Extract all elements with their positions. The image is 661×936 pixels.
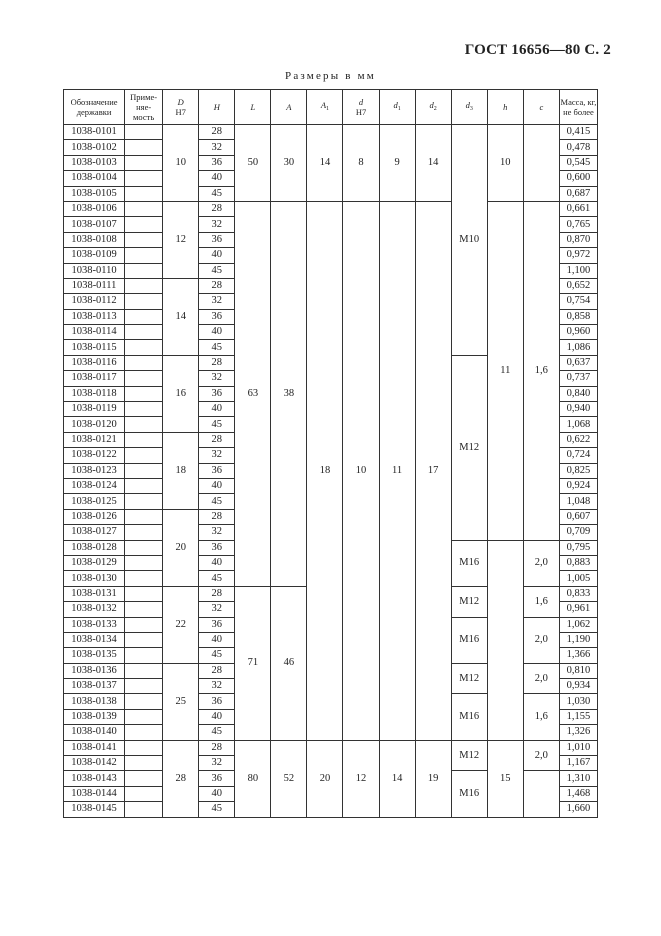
H-cell: 45 bbox=[199, 571, 235, 586]
designation-cell: 1038-0126 bbox=[64, 509, 125, 524]
designation-cell: 1038-0107 bbox=[64, 217, 125, 232]
mass-cell: 1,366 bbox=[559, 648, 597, 663]
d3-cell: M12 bbox=[451, 663, 487, 694]
designation-cell: 1038-0104 bbox=[64, 171, 125, 186]
mass-cell: 0,765 bbox=[559, 217, 597, 232]
application-cell bbox=[125, 494, 163, 509]
application-cell bbox=[125, 586, 163, 601]
mass-cell: 0,687 bbox=[559, 186, 597, 201]
designation-cell: 1038-0129 bbox=[64, 555, 125, 570]
application-cell bbox=[125, 756, 163, 771]
L-cell: 50 bbox=[235, 125, 271, 202]
A-cell: 38 bbox=[271, 201, 307, 586]
H-cell: 36 bbox=[199, 463, 235, 478]
designation-cell: 1038-0113 bbox=[64, 309, 125, 324]
h-cell bbox=[487, 540, 523, 740]
table-row bbox=[64, 201, 598, 216]
application-cell bbox=[125, 771, 163, 786]
designation-cell: 1038-0111 bbox=[64, 278, 125, 293]
H-cell: 28 bbox=[199, 740, 235, 755]
mass-cell: 1,167 bbox=[559, 756, 597, 771]
page-header: ГОСТ 16656—80 С. 2 bbox=[464, 42, 611, 58]
mass-cell: 0,622 bbox=[559, 432, 597, 447]
designation-cell: 1038-0102 bbox=[64, 140, 125, 155]
A1-cell: 18 bbox=[307, 201, 343, 740]
mass-cell: 1,005 bbox=[559, 571, 597, 586]
d1-cell: 14 bbox=[379, 740, 415, 817]
mass-cell: 1,062 bbox=[559, 617, 597, 632]
H-cell: 28 bbox=[199, 509, 235, 524]
application-cell bbox=[125, 509, 163, 524]
H-cell: 32 bbox=[199, 525, 235, 540]
d2-cell: 14 bbox=[415, 125, 451, 202]
application-cell bbox=[125, 786, 163, 801]
mass-cell: 1,086 bbox=[559, 340, 597, 355]
c-cell bbox=[523, 771, 559, 817]
H-cell: 40 bbox=[199, 632, 235, 647]
H-cell: 32 bbox=[199, 371, 235, 386]
designation-cell: 1038-0122 bbox=[64, 448, 125, 463]
D-cell: 16 bbox=[163, 355, 199, 432]
application-cell bbox=[125, 294, 163, 309]
application-cell bbox=[125, 386, 163, 401]
application-cell bbox=[125, 463, 163, 478]
designation-cell: 1038-0132 bbox=[64, 602, 125, 617]
D-cell: 25 bbox=[163, 663, 199, 740]
mass-cell: 0,652 bbox=[559, 278, 597, 293]
designation-cell: 1038-0118 bbox=[64, 386, 125, 401]
mass-cell: 0,940 bbox=[559, 402, 597, 417]
H-cell: 45 bbox=[199, 263, 235, 278]
mass-cell: 0,754 bbox=[559, 294, 597, 309]
mass-cell: 0,478 bbox=[559, 140, 597, 155]
application-cell bbox=[125, 448, 163, 463]
H-cell: 28 bbox=[199, 278, 235, 293]
d3-cell: M12 bbox=[451, 355, 487, 540]
H-cell: 40 bbox=[199, 325, 235, 340]
designation-cell: 1038-0142 bbox=[64, 756, 125, 771]
A-cell: 46 bbox=[271, 586, 307, 740]
c-cell: 1,6 bbox=[523, 694, 559, 740]
col-H: H bbox=[199, 90, 235, 125]
mass-cell: 0,924 bbox=[559, 478, 597, 493]
application-cell bbox=[125, 571, 163, 586]
H-cell: 28 bbox=[199, 355, 235, 370]
c-cell: 2,0 bbox=[523, 740, 559, 771]
application-cell bbox=[125, 663, 163, 678]
H-cell: 28 bbox=[199, 663, 235, 678]
designation-cell: 1038-0119 bbox=[64, 402, 125, 417]
mass-cell: 0,724 bbox=[559, 448, 597, 463]
application-cell bbox=[125, 355, 163, 370]
application-cell bbox=[125, 340, 163, 355]
mass-cell: 0,870 bbox=[559, 232, 597, 247]
designation-cell: 1038-0128 bbox=[64, 540, 125, 555]
h-cell: 10 bbox=[487, 125, 523, 202]
col-L: L bbox=[235, 90, 271, 125]
d2-cell: 17 bbox=[415, 201, 451, 740]
H-cell: 45 bbox=[199, 648, 235, 663]
col-A1: $A_1$ bbox=[307, 90, 343, 125]
H-cell: 40 bbox=[199, 248, 235, 263]
application-cell bbox=[125, 478, 163, 493]
mass-cell: 0,961 bbox=[559, 602, 597, 617]
H-cell: 45 bbox=[199, 186, 235, 201]
H-cell: 32 bbox=[199, 756, 235, 771]
c-cell: 1,6 bbox=[523, 201, 559, 540]
mass-cell: 0,737 bbox=[559, 371, 597, 386]
d3-cell: M12 bbox=[451, 740, 487, 771]
D-cell: 12 bbox=[163, 201, 199, 278]
application-cell bbox=[125, 402, 163, 417]
col-application: Приме- няе- мость bbox=[125, 90, 163, 125]
application-cell bbox=[125, 309, 163, 324]
mass-cell: 0,840 bbox=[559, 386, 597, 401]
table-caption: Размеры в мм bbox=[285, 70, 376, 82]
col-designation: Обозначение державки bbox=[64, 90, 125, 125]
designation-cell: 1038-0141 bbox=[64, 740, 125, 755]
H-cell: 32 bbox=[199, 679, 235, 694]
mass-cell: 1,068 bbox=[559, 417, 597, 432]
H-cell: 36 bbox=[199, 540, 235, 555]
application-cell bbox=[125, 725, 163, 740]
application-cell bbox=[125, 417, 163, 432]
H-cell: 32 bbox=[199, 602, 235, 617]
h-cell: 15 bbox=[487, 740, 523, 817]
designation-cell: 1038-0140 bbox=[64, 725, 125, 740]
application-cell bbox=[125, 325, 163, 340]
H-cell: 36 bbox=[199, 155, 235, 170]
designation-cell: 1038-0143 bbox=[64, 771, 125, 786]
d3-cell: M16 bbox=[451, 771, 487, 817]
mass-cell: 1,100 bbox=[559, 263, 597, 278]
designation-cell: 1038-0138 bbox=[64, 694, 125, 709]
col-mass: Масса, кг, не более bbox=[559, 90, 597, 125]
designation-cell: 1038-0112 bbox=[64, 294, 125, 309]
mass-cell: 1,310 bbox=[559, 771, 597, 786]
designation-cell: 1038-0139 bbox=[64, 709, 125, 724]
col-c: c bbox=[523, 90, 559, 125]
mass-cell: 0,709 bbox=[559, 525, 597, 540]
mass-cell: 0,810 bbox=[559, 663, 597, 678]
H-cell: 28 bbox=[199, 432, 235, 447]
H-cell: 32 bbox=[199, 140, 235, 155]
H-cell: 36 bbox=[199, 386, 235, 401]
application-cell bbox=[125, 371, 163, 386]
mass-cell: 0,607 bbox=[559, 509, 597, 524]
D-cell: 14 bbox=[163, 278, 199, 355]
c-cell bbox=[523, 125, 559, 202]
designation-cell: 1038-0144 bbox=[64, 786, 125, 801]
designation-cell: 1038-0145 bbox=[64, 802, 125, 817]
application-cell bbox=[125, 632, 163, 647]
application-cell bbox=[125, 648, 163, 663]
designation-cell: 1038-0103 bbox=[64, 155, 125, 170]
A1-cell: 20 bbox=[307, 740, 343, 817]
designation-cell: 1038-0110 bbox=[64, 263, 125, 278]
A1-cell: 14 bbox=[307, 125, 343, 202]
c-cell: 2,0 bbox=[523, 540, 559, 586]
designation-cell: 1038-0124 bbox=[64, 478, 125, 493]
d1-cell: 11 bbox=[379, 201, 415, 740]
designation-cell: 1038-0115 bbox=[64, 340, 125, 355]
designation-cell: 1038-0109 bbox=[64, 248, 125, 263]
col-d: d Н7 bbox=[343, 90, 379, 125]
h-cell: 11 bbox=[487, 201, 523, 540]
application-cell bbox=[125, 555, 163, 570]
designation-cell: 1038-0117 bbox=[64, 371, 125, 386]
H-cell: 36 bbox=[199, 771, 235, 786]
H-cell: 45 bbox=[199, 340, 235, 355]
mass-cell: 0,415 bbox=[559, 125, 597, 140]
H-cell: 45 bbox=[199, 725, 235, 740]
mass-cell: 1,468 bbox=[559, 786, 597, 801]
designation-cell: 1038-0121 bbox=[64, 432, 125, 447]
application-cell bbox=[125, 186, 163, 201]
application-cell bbox=[125, 617, 163, 632]
designation-cell: 1038-0127 bbox=[64, 525, 125, 540]
designation-cell: 1038-0137 bbox=[64, 679, 125, 694]
H-cell: 45 bbox=[199, 417, 235, 432]
D-cell: 28 bbox=[163, 740, 199, 817]
designation-cell: 1038-0131 bbox=[64, 586, 125, 601]
application-cell bbox=[125, 125, 163, 140]
D-cell: 10 bbox=[163, 125, 199, 202]
mass-cell: 0,833 bbox=[559, 586, 597, 601]
H-cell: 40 bbox=[199, 402, 235, 417]
d1-cell: 9 bbox=[379, 125, 415, 202]
mass-cell: 1,190 bbox=[559, 632, 597, 647]
H-cell: 28 bbox=[199, 586, 235, 601]
H-cell: 28 bbox=[199, 201, 235, 216]
dimensions-table bbox=[63, 89, 598, 818]
table-row bbox=[64, 740, 598, 755]
D-cell: 18 bbox=[163, 432, 199, 509]
application-cell bbox=[125, 709, 163, 724]
designation-cell: 1038-0136 bbox=[64, 663, 125, 678]
L-cell: 80 bbox=[235, 740, 271, 817]
application-cell bbox=[125, 248, 163, 263]
designation-cell: 1038-0123 bbox=[64, 463, 125, 478]
mass-cell: 0,934 bbox=[559, 679, 597, 694]
col-d2: $d_2$ bbox=[415, 90, 451, 125]
mass-cell: 1,326 bbox=[559, 725, 597, 740]
designation-cell: 1038-0116 bbox=[64, 355, 125, 370]
designation-cell: 1038-0120 bbox=[64, 417, 125, 432]
col-A: A bbox=[271, 90, 307, 125]
mass-cell: 0,883 bbox=[559, 555, 597, 570]
mass-cell: 1,155 bbox=[559, 709, 597, 724]
mass-cell: 0,661 bbox=[559, 201, 597, 216]
D-cell: 20 bbox=[163, 509, 199, 586]
col-d1: $d_1$ bbox=[379, 90, 415, 125]
mass-cell: 0,858 bbox=[559, 309, 597, 324]
H-cell: 40 bbox=[199, 786, 235, 801]
d3-cell: M10 bbox=[451, 125, 487, 356]
mass-cell: 0,825 bbox=[559, 463, 597, 478]
A-cell: 52 bbox=[271, 740, 307, 817]
application-cell bbox=[125, 540, 163, 555]
d2-cell: 19 bbox=[415, 740, 451, 817]
application-cell bbox=[125, 155, 163, 170]
mass-cell: 0,545 bbox=[559, 155, 597, 170]
c-cell: 2,0 bbox=[523, 617, 559, 663]
L-cell: 71 bbox=[235, 586, 271, 740]
designation-cell: 1038-0108 bbox=[64, 232, 125, 247]
mass-cell: 1,660 bbox=[559, 802, 597, 817]
d3-cell: M12 bbox=[451, 586, 487, 617]
mass-cell: 0,972 bbox=[559, 248, 597, 263]
application-cell bbox=[125, 171, 163, 186]
H-cell: 32 bbox=[199, 448, 235, 463]
designation-cell: 1038-0114 bbox=[64, 325, 125, 340]
application-cell bbox=[125, 525, 163, 540]
H-cell: 36 bbox=[199, 617, 235, 632]
col-h: h bbox=[487, 90, 523, 125]
H-cell: 32 bbox=[199, 294, 235, 309]
H-cell: 36 bbox=[199, 232, 235, 247]
mass-cell: 1,048 bbox=[559, 494, 597, 509]
d-cell: 10 bbox=[343, 201, 379, 740]
designation-cell: 1038-0135 bbox=[64, 648, 125, 663]
H-cell: 28 bbox=[199, 125, 235, 140]
mass-cell: 0,795 bbox=[559, 540, 597, 555]
mass-cell: 1,030 bbox=[559, 694, 597, 709]
H-cell: 40 bbox=[199, 709, 235, 724]
application-cell bbox=[125, 278, 163, 293]
designation-cell: 1038-0130 bbox=[64, 571, 125, 586]
H-cell: 40 bbox=[199, 555, 235, 570]
application-cell bbox=[125, 432, 163, 447]
col-D: D Н7 bbox=[163, 90, 199, 125]
d3-cell: M16 bbox=[451, 540, 487, 586]
application-cell bbox=[125, 201, 163, 216]
designation-cell: 1038-0125 bbox=[64, 494, 125, 509]
application-cell bbox=[125, 740, 163, 755]
mass-cell: 0,637 bbox=[559, 355, 597, 370]
H-cell: 45 bbox=[199, 494, 235, 509]
A-cell: 30 bbox=[271, 125, 307, 202]
mass-cell: 1,010 bbox=[559, 740, 597, 755]
designation-cell: 1038-0134 bbox=[64, 632, 125, 647]
designation-cell: 1038-0106 bbox=[64, 201, 125, 216]
c-cell: 2,0 bbox=[523, 663, 559, 694]
d-cell: 12 bbox=[343, 740, 379, 817]
application-cell bbox=[125, 217, 163, 232]
col-d3: $d_3$ bbox=[451, 90, 487, 125]
application-cell bbox=[125, 232, 163, 247]
designation-cell: 1038-0133 bbox=[64, 617, 125, 632]
L-cell: 63 bbox=[235, 201, 271, 586]
H-cell: 45 bbox=[199, 802, 235, 817]
application-cell bbox=[125, 140, 163, 155]
application-cell bbox=[125, 694, 163, 709]
designation-cell: 1038-0105 bbox=[64, 186, 125, 201]
mass-cell: 0,600 bbox=[559, 171, 597, 186]
table-row bbox=[64, 125, 598, 140]
mass-cell: 0,960 bbox=[559, 325, 597, 340]
c-cell: 1,6 bbox=[523, 586, 559, 617]
H-cell: 40 bbox=[199, 171, 235, 186]
d3-cell: M16 bbox=[451, 694, 487, 740]
application-cell bbox=[125, 263, 163, 278]
application-cell bbox=[125, 802, 163, 817]
H-cell: 40 bbox=[199, 478, 235, 493]
D-cell: 22 bbox=[163, 586, 199, 663]
H-cell: 36 bbox=[199, 694, 235, 709]
application-cell bbox=[125, 602, 163, 617]
d-cell: 8 bbox=[343, 125, 379, 202]
designation-cell: 1038-0101 bbox=[64, 125, 125, 140]
application-cell bbox=[125, 679, 163, 694]
H-cell: 32 bbox=[199, 217, 235, 232]
d3-cell: M16 bbox=[451, 617, 487, 663]
H-cell: 36 bbox=[199, 309, 235, 324]
